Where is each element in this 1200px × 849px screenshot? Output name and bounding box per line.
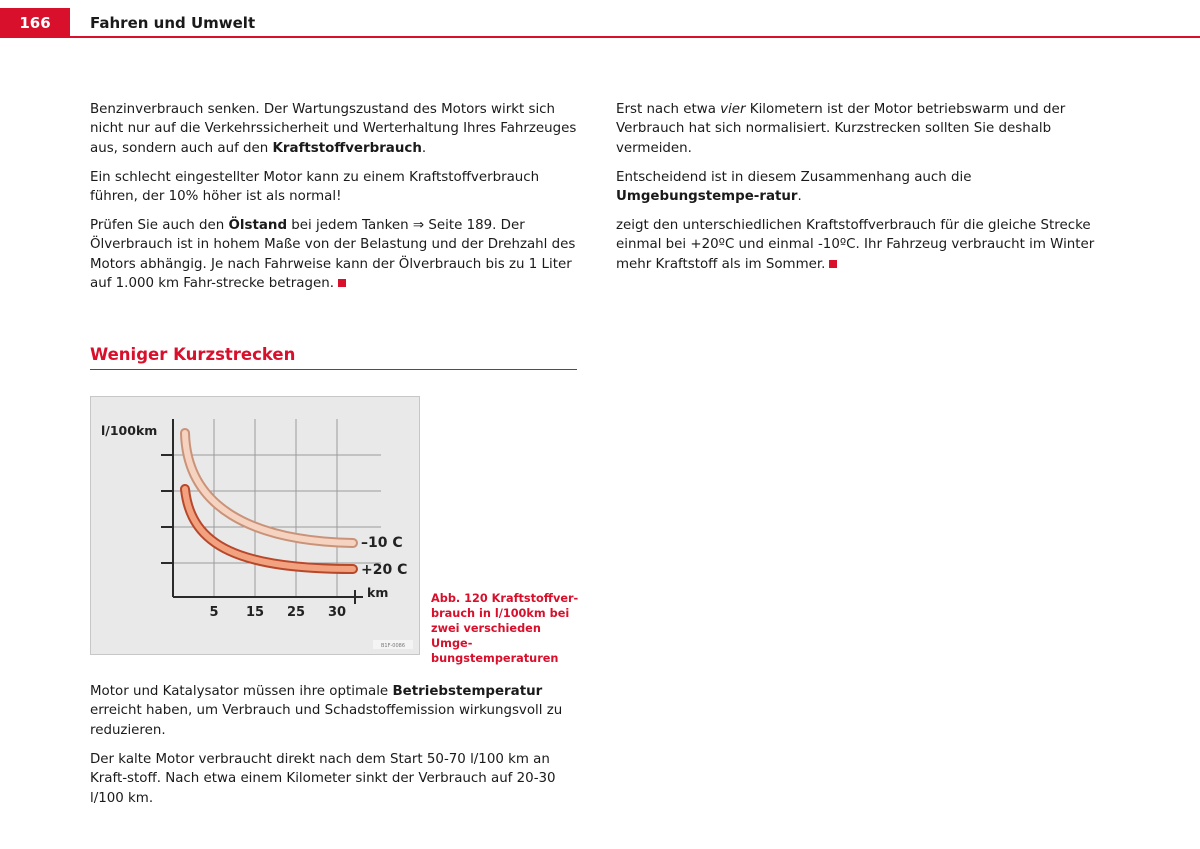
fuel-consumption-figure [90, 396, 420, 655]
y-axis-label: l/100km [101, 423, 158, 438]
x-tick-label: 5 [209, 605, 219, 620]
x-tick-label: 30 [327, 605, 347, 620]
x-tick-labels [209, 605, 346, 620]
chapter-title: Fahren und Umwelt [90, 14, 256, 32]
left-column-bottom [90, 682, 580, 817]
paragraph: Motor und Katalysator müssen ihre optimale Betriebstemperatur erreicht haben, um Verbrauch und Schadstoffemission wirkungsvoll zu reduzieren. [90, 684, 563, 738]
end-of-section-marker [338, 279, 346, 287]
x-tick-label: 15 [245, 605, 265, 620]
right-column [616, 100, 1106, 284]
end-of-section-marker [829, 260, 837, 268]
page-number: 166 [0, 8, 70, 38]
paragraph: Entscheidend ist in diesem Zusammenhang auch die Umgebungstempe-ratur. [616, 169, 972, 205]
series-label-warm: +20 C [361, 562, 408, 578]
x-tick-label: 25 [286, 605, 306, 620]
paragraph: Prüfen Sie auch den Ölstand bei jedem Tanken ⇒ Seite 189. Der Ölverbrauch ist in hohem Maße von der Belastung und der Drehzahl des Motors abhängig. Je nach Fahrweise kann der Ölverbrauch bis zu 1 Liter auf 1.000 km Fahr-strecke betragen. [90, 218, 576, 292]
paragraph: Ein schlecht eingestellter Motor kann zu einem Kraftstoffverbrauch führen, der 10% höher ist als normal! [90, 169, 540, 205]
header-rule [70, 36, 1200, 38]
paragraph: zeigt den unterschiedlichen Kraftstoffverbrauch für die gleiche Strecke einmal bei +20ºC und einmal -10ºC. Ihr Fahrzeug verbraucht im Winter mehr Kraftstoff als im Sommer. [616, 218, 1095, 272]
paragraph: Benzinverbrauch senken. Der Wartungszustand des Motors wirkt sich nicht nur auf die Verkehrssicherheit und Werterhaltung Ihres Fahrzeuges aus, sondern auch auf den Kraftstoffverbrauch. [90, 102, 577, 156]
section-rule [90, 369, 577, 370]
figure-caption: Abb. 120 Kraftstoffver-brauch in l/100km bei zwei verschieden Umge-bungstemperaturen [431, 592, 579, 665]
section-title: Weniger Kurzstrecken [90, 345, 296, 364]
left-column-top [90, 100, 580, 303]
paragraph: Der kalte Motor verbraucht direkt nach dem Start 50-70 l/100 km an Kraft-stoff. Nach etwa einem Kilometer sinkt der Verbrauch auf 20-30 l/100 km. [90, 751, 556, 806]
fuel-consumption-chart [91, 397, 419, 654]
page-header [0, 0, 1200, 40]
figure-code: B1F-0086 [380, 643, 406, 649]
series-label-cold: –10 C [361, 535, 403, 551]
paragraph: Erst nach etwa vier Kilometern ist der Motor betriebswarm und der Verbrauch hat sich normalisiert. Kurzstrecken sollten Sie deshalb vermeiden. [616, 102, 1066, 156]
x-axis-label: km [367, 585, 389, 600]
